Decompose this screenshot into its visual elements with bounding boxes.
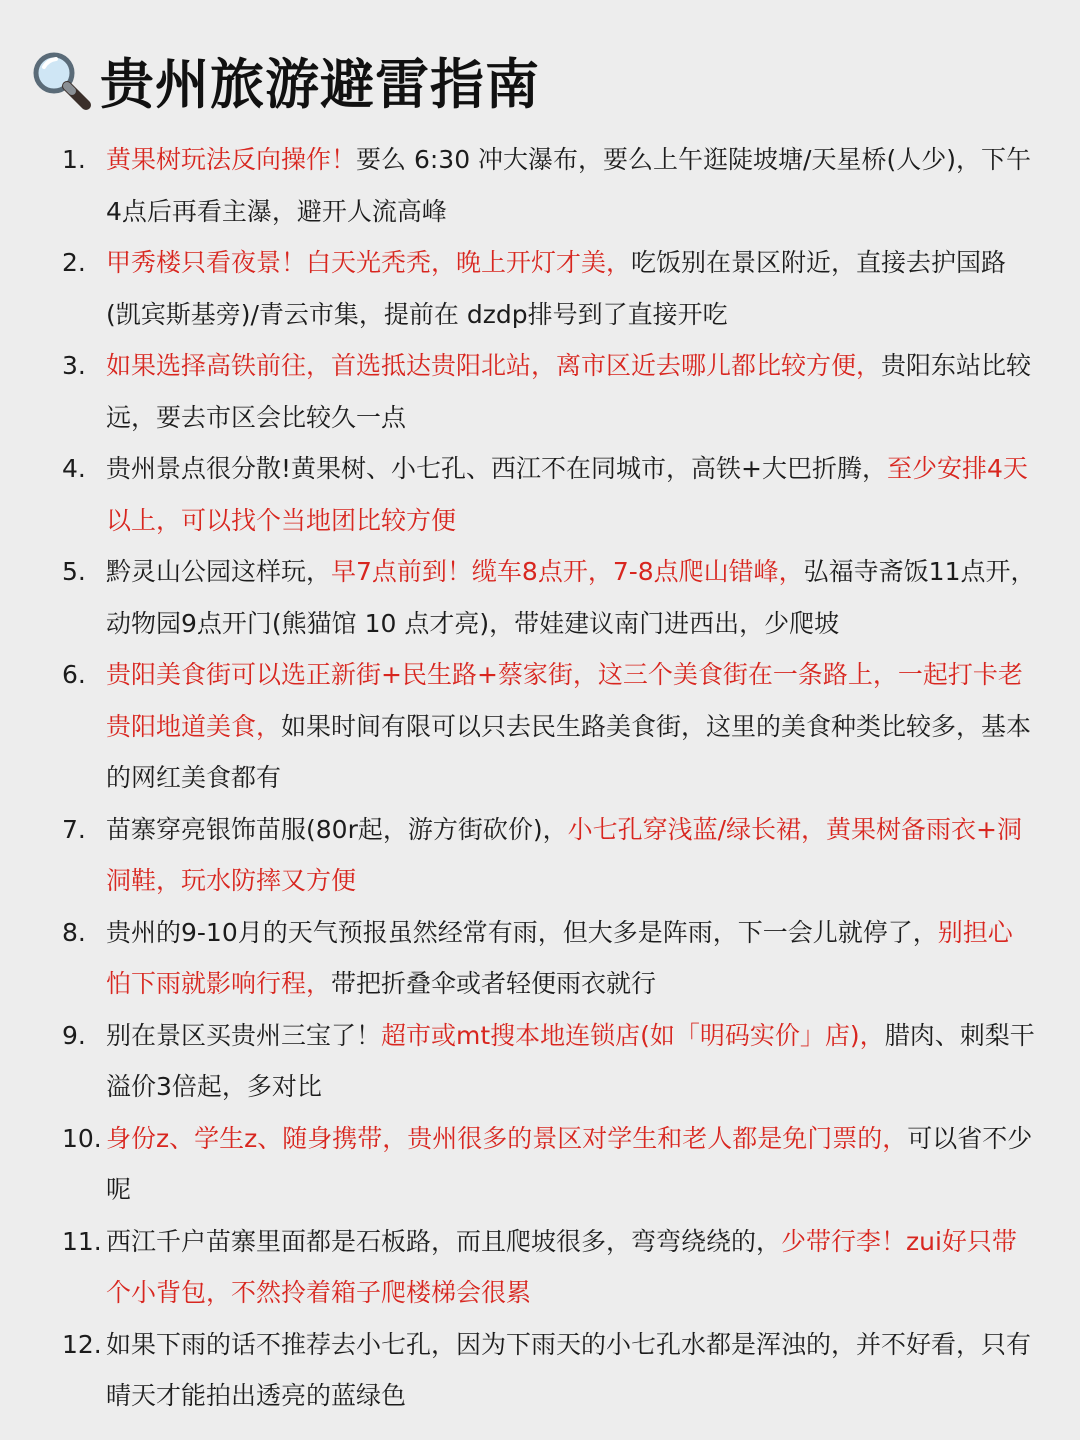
item-text (106, 237, 1037, 340)
list-item (62, 237, 1037, 340)
magnifier-icon (28, 47, 94, 113)
plain-text: 苗寨穿亮银饰苗服(80r起，游方街砍价)， (106, 814, 568, 844)
list-item (62, 907, 1037, 1010)
item-text (106, 1113, 1037, 1216)
plain-text: 贵阳东站比较远，要去市区会比较久一点 (106, 351, 1032, 432)
item-text (106, 1216, 1037, 1319)
item-number: 9. (62, 1020, 86, 1050)
highlighted-text: 黄果树玩法反向操作！ (106, 145, 357, 174)
list-item (62, 1113, 1037, 1216)
item-number: 1. (62, 145, 86, 174)
list-item (62, 1010, 1037, 1113)
item-number: 2. (62, 248, 86, 277)
highlighted-text: 早7点前到！缆车8点开，7-8点爬山错峰， (331, 557, 804, 586)
highlighted-text: 如果选择高铁前往，首选抵达贵阳北站，离市区近去哪儿都比较方便， (106, 351, 882, 380)
item-text (106, 649, 1037, 804)
item-number: 7. (62, 814, 86, 844)
item-number: 5. (62, 557, 86, 586)
item-text (106, 546, 1037, 649)
plain-text: 弘福寺斋饭11点开，动物园9点开门(熊猫馆 10 点才亮)，带娃建议南门进西出，少爬坡 (106, 557, 1036, 638)
item-number: 4. (62, 454, 86, 483)
item-number: 10. (62, 1123, 102, 1153)
plain-text: 吃饭别在景区附近，直接去护国路(凯宾斯基旁)/青云市集，提前在 dzdp排号到了直接开吃 (106, 248, 1007, 329)
item-text (106, 134, 1037, 237)
highlighted-text: 贵阳美食街可以选正新街+民生路+蔡家街，这三个美食街在一条路上，一起打卡老贵阳地道美食， (106, 660, 1023, 741)
highlighted-text: 甲秀楼只看夜景！白天光秃秃，晚上开灯才美， (106, 248, 632, 277)
list-item (62, 340, 1037, 443)
tips-list (62, 134, 1037, 1422)
plain-text: 如果时间有限可以只去民生路美食街，这里的美食种类比较多，基本的网红美食都有 (106, 711, 1032, 792)
item-number: 3. (62, 351, 86, 380)
item-number: 8. (62, 917, 86, 947)
item-text (106, 1010, 1037, 1113)
highlighted-text: 至少安排4天以上，可以找个当地团比较方便 (106, 454, 1028, 535)
list-item (62, 1216, 1037, 1319)
list-item (62, 649, 1037, 804)
plain-text: 贵州的9-10月的天气预报虽然经常有雨，但大多是阵雨，下一会儿就停了， (106, 917, 938, 947)
plain-text: 黔灵山公园这样玩， (106, 557, 332, 586)
list-item (62, 1319, 1037, 1422)
item-number: 6. (62, 660, 86, 689)
list-item (62, 546, 1037, 649)
list-item (62, 804, 1037, 907)
item-text (106, 907, 1037, 1010)
page-title: 贵州旅游避雷指南 (100, 52, 540, 116)
item-text (106, 804, 1037, 907)
plain-text: 可以省不少呢 (106, 1123, 1033, 1204)
plain-text: 贵州景点很分散!黄果树、小七孔、西江不在同城市，高铁+大巴折腾， (106, 454, 887, 483)
highlighted-text: 别担心怕下雨就影响行程， (106, 917, 1013, 998)
plain-text: 别在景区买贵州三宝了！ (106, 1020, 382, 1050)
plain-text: 要么 6:30 冲大瀑布，要么上午逛陡坡塘/天星桥(人少)，下午4点后再看主瀑，避开人流高峰 (106, 145, 1031, 226)
item-text (106, 443, 1037, 546)
list-item (62, 443, 1037, 546)
title-row (28, 40, 540, 120)
item-text (106, 1319, 1037, 1422)
item-number: 12. (62, 1329, 102, 1359)
list-item (62, 134, 1037, 237)
item-text (106, 340, 1037, 443)
highlighted-text: 少带行李！zui好只带个小背包，不然拎着箱子爬楼梯会很累 (106, 1226, 1017, 1307)
plain-text: 腊肉、刺梨干溢价3倍起，多对比 (106, 1020, 1035, 1101)
plain-text: 如果下雨的话不推荐去小七孔，因为下雨天的小七孔水都是浑浊的，并不好看，只有晴天才能拍出透亮的蓝绿色 (106, 1329, 1032, 1410)
item-number: 11. (62, 1226, 102, 1256)
highlighted-text: 身份z、学生z、随身携带，贵州很多的景区对学生和老人都是免门票的， (106, 1123, 908, 1153)
highlighted-text: 超市或mt搜本地连锁店(如「明码实价」店)， (381, 1020, 885, 1050)
plain-text: 带把折叠伞或者轻便雨衣就行 (331, 969, 657, 998)
highlighted-text: 小七孔穿浅蓝/绿长裙，黄果树备雨衣+洞洞鞋，玩水防摔又方便 (106, 814, 1022, 895)
plain-text: 西江千户苗寨里面都是石板路，而且爬坡很多，弯弯绕绕的， (106, 1226, 782, 1256)
